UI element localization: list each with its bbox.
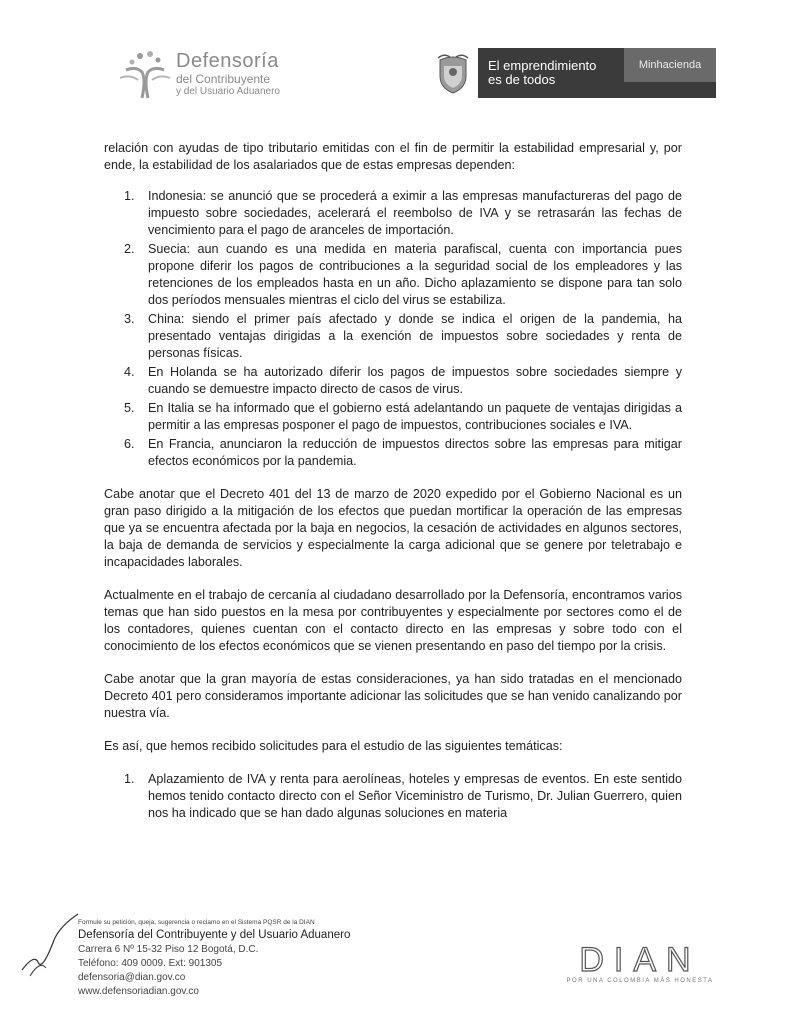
dian-word: DIAN (579, 944, 701, 974)
list-item (104, 400, 682, 434)
list-number: 3. (124, 312, 135, 326)
countries-list (104, 188, 682, 470)
signature-mark (20, 910, 80, 980)
pqsr-note: Formule su petición, queja, sugerencia o reclamo en el Sistema PQSR de la DIAN (78, 919, 315, 926)
list-number: 6. (124, 437, 135, 451)
decreto-paragraph: Cabe anotar que el Decreto 401 del 13 de marzo de 2020 expedido por el Gobierno Nacional es un gran paso dirigido a la mitigación de los efectos que puedan mortificar la operación de las empresas que ya se encuentra afectada por la baja en negocios, la cesación de actividades en algunos sectores, la baja de demanda de servicios y especialmente la carga adicional que se genere por teletrabajo e incapacidades laborales. (104, 487, 682, 569)
list-number: 4. (124, 365, 135, 379)
list-number: 5. (124, 401, 135, 415)
list-item (104, 241, 682, 309)
footer-org-name: Defensoría del Contribuyente y del Usuario Aduanero (78, 929, 351, 941)
ministry-label: Minhacienda (624, 48, 716, 82)
tematicas-list (104, 771, 682, 822)
list-text: En Italia se ha informado que el gobierno está adelantando un paquete de ventajas dirigidas a permitir a las empresas posponer el pago de impuestos, contribuciones sociales e IVA. (148, 401, 682, 432)
list-text: Suecia: aun cuando es una medida en materia parafiscal, cuenta con importancia pues propone diferir los pagos de contribuciones a la seguridad social de los empleadores y las retenciones de los empleados hasta en un año. Dicho aplazamiento se dispone para tan solo dos períodos mensuales mientras el ciclo del virus se estabiliza. (148, 242, 682, 307)
list-item (104, 188, 682, 239)
document-body (104, 140, 682, 838)
list-text: Aplazamiento de IVA y renta para aerolíneas, hoteles y empresas de eventos. En este sentido hemos tenido contacto directo con el Señor Viceministro de Turismo, Dr. Julian Guerrero, quien nos ha indicado que se han dado algunas soluciones en materia (148, 772, 682, 820)
defensoria-logo (120, 50, 320, 100)
footer-email: defensoria@dian.gov.co (78, 972, 186, 983)
solicitudes-paragraph: Es así, que hemos recibido solicitudes para el estudio de las siguientes temáticas: (104, 739, 563, 753)
list-item (104, 771, 682, 822)
list-text: En Holanda se ha autorizado diferir los pagos de impuestos sobre sociedades siempre y cuando se demuestre impacto directo de casos de virus. (148, 365, 682, 396)
banner-line-1: El emprendimiento (488, 58, 597, 73)
cercania-paragraph: Actualmente en el trabajo de cercanía al ciudadano desarrollado por la Defensoría, encontramos varios temas que han sido puestos en la mesa por contribuyentes y especialmente por sectores como el de los contadores, quienes cuentan con el contacto directo en las empresas y sobre todo con el conocimiento de los efectos económicos que se vienen presentando en paso del tiempo por la crisis. (104, 588, 682, 653)
list-text: En Francia, anunciaron la reducción de impuestos directos sobre las empresas para mitigar efectos económicos por la pandemia. (148, 437, 682, 468)
footer-address: Carrera 6 Nº 15-32 Piso 12 Bogotá, D.C. (78, 944, 259, 955)
list-item (104, 364, 682, 398)
dian-wordmark (560, 944, 720, 974)
government-banner (478, 48, 716, 98)
list-text: China: siendo el primer país afectado y donde se indica el origen de la pandemia, ha presentado ventajas dirigidas a la exención de impuestos sobre sociedades y renta de personas físicas. (148, 312, 682, 360)
list-item (104, 311, 682, 362)
footer-phone: Teléfono: 409 0009. Ext: 901305 (78, 958, 223, 969)
list-number: 2. (124, 242, 135, 256)
dian-logo (560, 944, 720, 990)
consideraciones-paragraph: Cabe anotar que la gran mayoría de estas consideraciones, ya han sido tratadas en el mencionado Decreto 401 pero consideramos importante adicionar las solicitudes que se han venido canalizando por nuestra vía. (104, 672, 682, 720)
list-text: Indonesia: se anunció que se procederá a eximir a las empresas manufactureras del pago de impuesto sobre sociedades, acelerará el reembolso de IVA y se retrasarán las fechas de vencimiento para el pago de aranceles de importación. (148, 189, 682, 237)
logo-title: Defensoría (176, 50, 279, 72)
dian-tagline: POR UNA COLOMBIA MÁS HONESTA (566, 978, 714, 984)
banner-line-2: es de todos (488, 72, 556, 87)
people-figure-icon (120, 50, 176, 100)
footer-website: www.defensoriadian.gov.co (78, 986, 199, 997)
list-number: 1. (124, 772, 135, 786)
list-number: 1. (124, 189, 135, 203)
coat-of-arms-icon (436, 54, 470, 94)
intro-paragraph: relación con ayudas de tipo tributario emitidas con el fin de permitir la estabilidad empresarial y, por ende, la estabilidad de los asalariados que de estas empresas dependen: (104, 141, 682, 172)
footer-contact (78, 918, 398, 999)
list-item (104, 436, 682, 470)
logo-subtitle-2: y del Usuario Aduanero (176, 86, 280, 97)
logo-subtitle: del Contribuyente (176, 72, 271, 86)
